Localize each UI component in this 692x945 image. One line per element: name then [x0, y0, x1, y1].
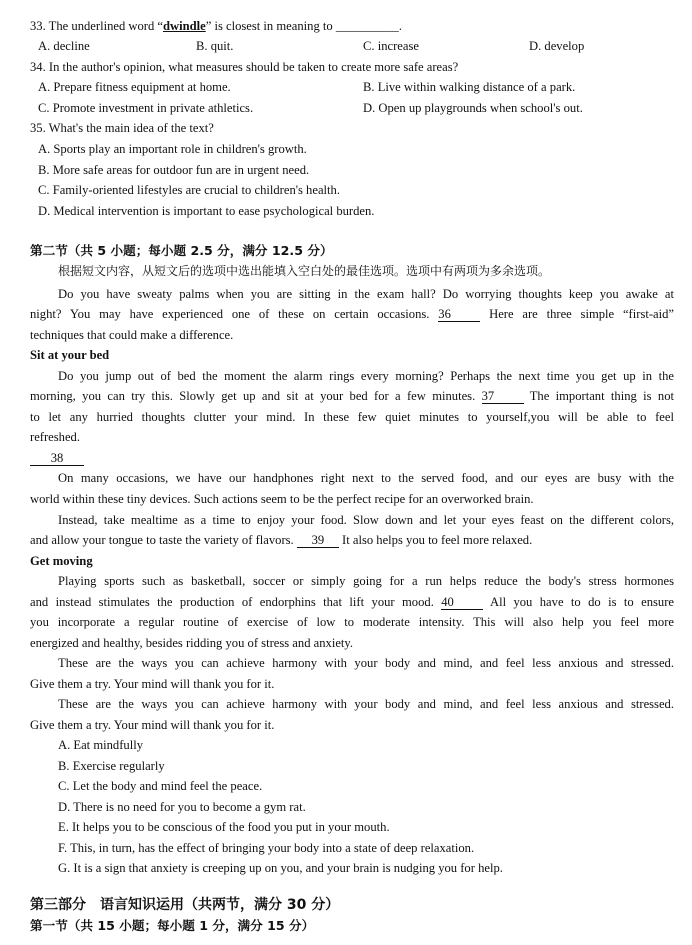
choice-c[interactable]: C. Let the body and mind feel the peace. [58, 779, 263, 793]
p2-line2-text-a: morning, you can try this. Slowly get up and sit at your bed for a few minutes. [30, 389, 476, 403]
p5-line2-text-b: All you have to do is to ensure [489, 595, 674, 609]
part-3-heading: 第三部分 语言知识运用（共两节，满分 30 分） [30, 897, 340, 913]
choice-e[interactable]: E. It helps you to be conscious of the food you put in your mouth. [58, 820, 390, 834]
q33-stem-before: 33. The underlined word “ [30, 19, 164, 33]
choice-a[interactable]: A. Eat mindfully [58, 738, 143, 752]
question-34-stem: 34. In the author's opinion, what measures should be taken to create more safe areas? [30, 60, 459, 74]
blank-36[interactable]: 36 [438, 307, 480, 322]
choice-b[interactable]: B. Exercise regularly [58, 759, 165, 773]
passage-p2-line1: Do you jump out of bed the moment the alarm rings every morning? Perhaps the next time you get up in the [58, 369, 674, 383]
q33-option-b[interactable]: B. quit. [196, 39, 234, 53]
choice-f[interactable]: F. This, in turn, has the effect of bringing your body into a state of deep relaxation. [58, 841, 475, 855]
passage-p4-line1: Instead, take mealtime as a time to enjoy your food. Slow down and let your eyes feast on the different colors, [58, 513, 674, 527]
blank-38[interactable]: 38 [30, 451, 84, 466]
part-3-subheading: 第一节（共 15 小题；每小题 1 分，满分 15 分） [30, 918, 315, 933]
q35-option-b[interactable]: B. More safe areas for outdoor fun are in urgent need. [38, 163, 310, 177]
underlined-word: dwindle [163, 19, 206, 33]
p4-line2-text-b: It also helps you to feel more relaxed. [342, 533, 533, 547]
passage-p3-line2: world within these tiny devices. Such actions seem to be the perfect recipe for an overworked brain. [30, 492, 534, 506]
blank-37[interactable]: 37 [482, 389, 524, 404]
passage-p1-line2 [30, 306, 674, 322]
passage-p7-line1: These are the ways you can achieve harmony with your body and mind, and feel less anxious and stressed. [58, 697, 674, 711]
passage-p5-line2 [30, 594, 674, 610]
passage-p1-line3: techniques that could make a difference. [30, 328, 234, 342]
passage-p1-line1: Do you have sweaty palms when you are sitting in the exam hall? Do worrying thoughts keep you awake at [58, 287, 674, 301]
p1-line2-text-a: night? You may have experienced one of these on certain occasions. [30, 307, 430, 321]
blank-40[interactable]: 40 [441, 595, 483, 610]
passage-p4-line2 [30, 532, 674, 548]
section-2-instruction: 根据短文内容，从短文后的选项中选出能填入空白处的最佳选项。选项中有两项为多余选项。 [58, 264, 551, 278]
p1-line2-text-b: Here are three simple “first-aid” [489, 307, 675, 321]
q35-option-a[interactable]: A. Sports play an important role in children's growth. [38, 142, 307, 156]
p4-line2-text-a: and allow your tongue to taste the variety of flavors. [30, 533, 294, 547]
passage-p6-line2: Give them a try. Your mind will thank you for it. [30, 677, 275, 691]
choice-d[interactable]: D. There is no need for you to become a gym rat. [58, 800, 306, 814]
passage-p5-line1: Playing sports such as basketball, soccer or simply going for a run helps reduce the body's stress hormones [58, 574, 674, 588]
q35-option-d[interactable]: D. Medical intervention is important to ease psychological burden. [38, 204, 375, 218]
subheading-get-moving: Get moving [30, 554, 93, 568]
passage-p7-line2: Give them a try. Your mind will thank you for it. [30, 718, 275, 732]
blank-38-line [30, 450, 674, 466]
section-2-heading: 第二节（共 5 小题；每小题 2.5 分，满分 12.5 分） [30, 243, 333, 258]
q33-stem-after: ” is closest in meaning to [205, 19, 336, 33]
q33-stem-end: . [398, 19, 402, 33]
passage-p6-line1: These are the ways you can achieve harmony with your body and mind, and feel less anxious and stressed. [58, 656, 674, 670]
q35-option-c[interactable]: C. Family-oriented lifestyles are crucial to children's health. [38, 183, 340, 197]
q33-option-c[interactable]: C. increase [363, 39, 419, 53]
blank-39[interactable]: 39 [297, 533, 339, 548]
p5-line2-text-a: and instead stimulates the production of endorphins that lift your mood. [30, 595, 434, 609]
question-35-stem: 35. What's the main idea of the text? [30, 121, 214, 135]
passage-p5-line4: energized and healthy, besides ridding you of stress and anxiety. [30, 636, 354, 650]
q33-option-a[interactable]: A. decline [38, 39, 90, 53]
q34-option-d[interactable]: D. Open up playgrounds when school's out. [363, 101, 583, 115]
q34-option-b[interactable]: B. Live within walking distance of a park. [363, 80, 576, 94]
question-33-stem [30, 18, 674, 34]
passage-p2-line4: refreshed. [30, 430, 80, 444]
p2-line2-text-b: The important thing is not [529, 389, 674, 403]
subheading-sit-at-your-bed: Sit at your bed [30, 348, 110, 362]
passage-p2-line2 [30, 388, 674, 404]
passage-p3-line1: On many occasions, we have our handphones right next to the served food, and our eyes are busy with the [58, 471, 674, 485]
q34-option-a[interactable]: A. Prepare fitness equipment at home. [38, 80, 231, 94]
passage-p2-line3: to let any hurried thoughts clutter your mind. In these few quiet minutes to yourself,you will be able to feel [30, 410, 674, 424]
q33-blank: __________ [335, 19, 399, 33]
q34-option-c[interactable]: C. Promote investment in private athletics. [38, 101, 254, 115]
q33-option-d[interactable]: D. develop [529, 39, 585, 53]
passage-p5-line3: you incorporate a regular routine of exercise of low to moderate intensity. This will also help you feel more [30, 615, 674, 629]
choice-g[interactable]: G. It is a sign that anxiety is creeping up on you, and your brain is nudging you for help. [58, 861, 503, 875]
